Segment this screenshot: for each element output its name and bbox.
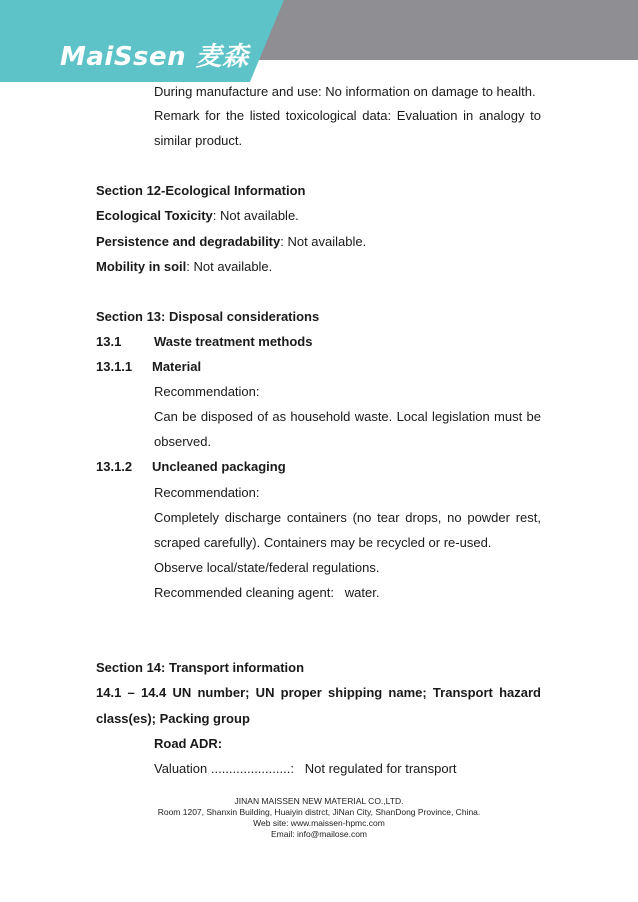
section-13-1-1-number: 13.1.1 <box>96 359 133 374</box>
ecological-toxicity <box>96 208 299 224</box>
company-logo: MaiSsen 麦森 <box>60 42 249 72</box>
packaging-discharge-text: Completely discharge containers (no tear drops, no powder rest, <box>154 510 541 525</box>
footer-email: Email: info@mailose.com <box>270 829 368 839</box>
persistence-label: Persistence and degradability <box>96 234 281 249</box>
section-13-1-title: Waste treatment methods <box>154 334 313 349</box>
footer-website: Web site: www.maissen-hpmc.com <box>253 818 385 828</box>
material-disposal-text-cont: observed. <box>154 434 212 449</box>
mobility-label: Mobility in soil <box>96 259 187 274</box>
mobility <box>96 259 272 275</box>
packaging-cleaning-agent: Recommended cleaning agent: water. <box>154 585 380 600</box>
section-12-title: Section 12-Ecological Information <box>96 183 306 198</box>
valuation-line: Valuation ......................: Not regulated for transport <box>154 761 457 776</box>
section-13-title: Section 13: Disposal considerations <box>96 309 320 324</box>
mobility-value: : Not available. <box>186 259 273 274</box>
section-13-1-2-title: Uncleaned packaging <box>152 459 286 474</box>
section-14-1-title: 14.1 – 14.4 UN number; UN proper shipping name; Transport hazard <box>96 685 541 700</box>
road-adr-label: Road ADR: <box>154 736 223 751</box>
footer-address: Room 1207, Shanxin Building, Huaiyin distrct, JiNan City, ShanDong Province, China. <box>157 807 481 817</box>
packaging-recycle-text: scraped carefully). Containers may be recycled or re-used. <box>154 535 492 550</box>
packaging-regulations-text: Observe local/state/federal regulations. <box>154 560 380 575</box>
section-13-1-2-number: 13.1.2 <box>96 459 133 474</box>
section-13-1-1-title: Material <box>152 359 202 374</box>
section-13-1-number: 13.1 <box>96 334 122 349</box>
section-14-title: Section 14: Transport information <box>96 660 305 675</box>
footer-company: JINAN MAISSEN NEW MATERIAL CO.,LTD. <box>234 796 404 806</box>
paragraph-remark: Remark for the listed toxicological data: Evaluation in analogy to <box>154 108 541 123</box>
ecological-toxicity-value: : Not available. <box>212 208 299 223</box>
ecological-toxicity-label: Ecological Toxicity <box>96 208 213 223</box>
persistence-value: : Not available. <box>280 234 367 249</box>
persistence <box>96 234 366 250</box>
footer <box>0 796 638 840</box>
paragraph-health: During manufacture and use: No information on damage to health. <box>154 84 536 99</box>
packaging-recommendation: Recommendation: <box>154 485 260 500</box>
material-recommendation: Recommendation: <box>154 384 260 399</box>
paragraph-remark-cont: similar product. <box>154 133 243 148</box>
section-14-1-title-cont: class(es); Packing group <box>96 711 250 726</box>
material-disposal-text: Can be disposed of as household waste. Local legislation must be <box>154 409 541 424</box>
